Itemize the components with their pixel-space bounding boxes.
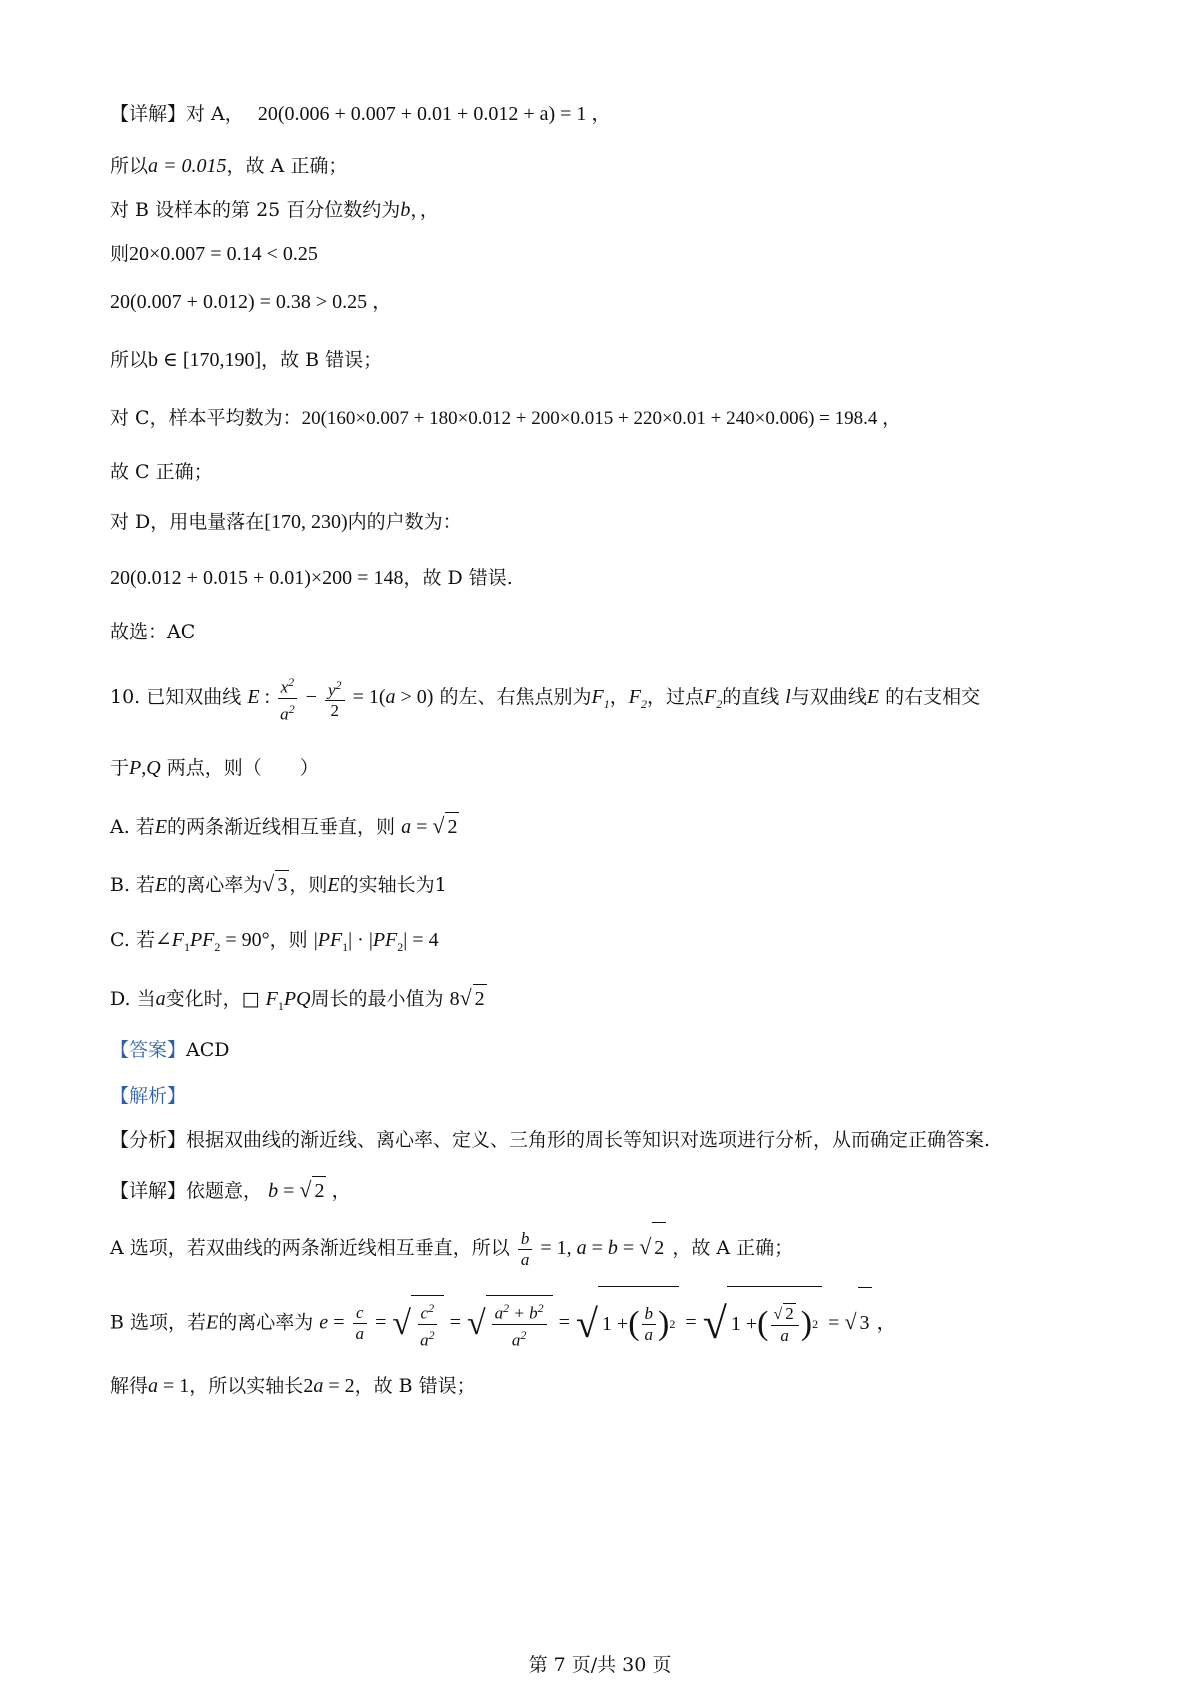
detail-option-b: B 选项，若E的离心率为 e = $\frac{c}{a}$ = √ $\frac{c^2}{a^2}$ = √ $\frac{a^2 + b^2}{a^2}$ = √ 1 + ( $\frac{b}{a}$ ) 2 = √ 1 + ( $\frac{√ 2}{a}$ ) 2 = √ 3 ，: [110, 1286, 897, 1361]
option-d: D. 当a变化时，□ $F_1PQ$周长的最小值为 8√ 2: [110, 985, 485, 1013]
line-9: 对 D，用电量落在[170, 230)内的户数为：: [110, 511, 462, 533]
line-1: 【详解】对 A， 20(0.006 + 0.007 + 0.01 + 0.012 + a) = 1 ，: [110, 103, 612, 125]
answer-line: 【答案】ACD: [110, 1039, 230, 1061]
fraction-y2-2: $\frac{y^2}{2}$: [325, 675, 345, 722]
line-11: 故选：AC: [110, 621, 196, 643]
line-4: 则20×0.007 = 0.14 < 0.25: [110, 243, 318, 265]
detail-last-line: 解得a = 1，所以实轴长2a = 2，故 B 错误；: [110, 1375, 476, 1397]
detail-option-a: A 选项，若双曲线的两条渐近线相互垂直，所以 $\frac{b}{a}$ = 1, a = b = √ 2 ，故 A 正确；: [110, 1222, 793, 1273]
detail-line-1: 【详解】依题意， b = √ 2 ，: [110, 1176, 351, 1205]
line-7: 对 C，样本平均数为：20(160×0.007 + 180×0.012 + 200×0.015 + 220×0.01 + 240×0.006) = 198.4 ，: [110, 407, 902, 429]
fraction-x2-a2: $\frac{x^2}{a^2}$: [277, 672, 298, 724]
line-6: 所以b ∈ [170,190]，故 B 错误；: [110, 349, 383, 371]
option-b: B. 若E的离心率为√ 3 ，则E的实轴长为1: [110, 870, 447, 899]
question-10-line-1: 10. 已知双曲线 E : $\frac{x^2}{a^2}$ − $\frac{y^2}{2}$ = 1(a > 0) 的左、右焦点别为$F_1$，$F_2$，过点$F_2$的直线 l与双曲线E 的右支相交: [110, 672, 980, 729]
line-3: 对 B 设样本的第 25 百分位数约为b，，: [110, 199, 439, 221]
option-a: A. 若E的两条渐近线相互垂直，则 a = √ 2: [110, 812, 459, 841]
line-2: 所以a = 0.015，故 A 正确；: [110, 155, 348, 177]
line-10: 20(0.012 + 0.015 + 0.01)×200 = 148，故 D 错误.: [110, 567, 513, 589]
line-5: 20(0.007 + 0.012) = 0.38 > 0.25 ，: [110, 291, 393, 313]
question-10-line-2: 于P,Q 两点，则（ ）: [110, 757, 319, 779]
option-c: C. 若$\angle F_1PF_2 = 90^\circ$，则 $|PF_1| \cdot |PF_2| = 4$: [110, 929, 439, 954]
page-footer: 第 7 页/共 30 页: [528, 1654, 672, 1676]
analysis-heading: 【解析】: [110, 1085, 187, 1107]
line-8: 故 C 正确；: [110, 461, 213, 483]
analysis-summary: 【分析】根据双曲线的渐近线、离心率、定义、三角形的周长等知识对选项进行分析，从而确定正确答案.: [110, 1129, 991, 1151]
